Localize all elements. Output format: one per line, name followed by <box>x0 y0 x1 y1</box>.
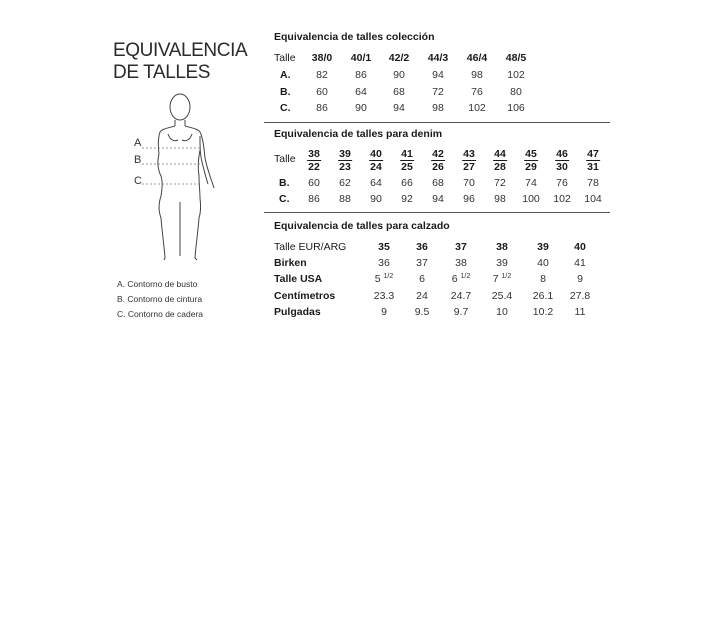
calzado-title: Equivalencia de talles para calzado <box>274 220 450 232</box>
denim-title: Equivalencia de talles para denim <box>274 128 443 140</box>
table-cell: 86 <box>355 69 367 81</box>
table-cell: 37 <box>416 257 428 269</box>
body-figure <box>128 92 228 277</box>
table-cell: 62 <box>339 177 351 189</box>
page-title <box>113 40 247 84</box>
denim-size-header <box>338 148 352 173</box>
figure-label-a: A <box>134 137 142 149</box>
coleccion-size-header: 40/1 <box>350 52 372 64</box>
denim-size-top: 45 <box>525 148 537 160</box>
table-cell: 102 <box>553 193 571 205</box>
table-cell: 9 <box>577 273 583 285</box>
table-cell: 92 <box>401 193 413 205</box>
table-cell: 5 $^{1/2}$ <box>374 273 394 285</box>
table-cell: 76 <box>471 86 483 98</box>
table-cell: 90 <box>355 102 367 114</box>
table-cell: 100 <box>522 193 540 205</box>
table-cell: 8 <box>540 273 546 285</box>
title-line-1: EQUIVALENCIA <box>113 40 248 61</box>
denim-size-top: 43 <box>463 148 475 160</box>
row-label: Birken <box>274 257 307 269</box>
denim-size-top: 40 <box>370 148 382 160</box>
table-cell: 26.1 <box>532 290 554 302</box>
table-cell: 102 <box>507 69 525 81</box>
calzado-size-header: 37 <box>455 241 467 253</box>
divider <box>264 212 610 213</box>
denim-size-top: 42 <box>432 148 444 160</box>
table-cell: 41 <box>574 257 586 269</box>
coleccion-size-header: 48/5 <box>505 52 527 64</box>
measurement-legend <box>117 277 203 322</box>
denim-size-bottom: 31 <box>587 161 599 173</box>
coleccion-size-header: 44/3 <box>427 52 449 64</box>
table-cell: 64 <box>355 86 367 98</box>
calzado-size-header: 38 <box>496 241 508 253</box>
denim-size-bottom: 22 <box>308 161 320 173</box>
denim-size-bottom: 30 <box>556 161 568 173</box>
row-label: A. <box>280 69 291 81</box>
table-cell: 70 <box>463 177 475 189</box>
denim-size-bottom: 29 <box>525 161 537 173</box>
denim-size-top: 46 <box>556 148 568 160</box>
denim-header-label: Talle <box>274 153 296 165</box>
denim-size-top: 44 <box>494 148 506 160</box>
table-cell: 66 <box>401 177 413 189</box>
denim-size-bottom: 24 <box>370 161 382 173</box>
table-cell: 106 <box>507 102 525 114</box>
table-cell: 36 <box>378 257 390 269</box>
denim-size-header <box>586 148 600 173</box>
table-cell: 86 <box>316 102 328 114</box>
table-cell: 27.8 <box>569 290 591 302</box>
table-cell: 72 <box>494 177 506 189</box>
table-cell: 68 <box>432 177 444 189</box>
body-silhouette-icon <box>128 92 228 272</box>
table-cell: 94 <box>432 193 444 205</box>
figure-label-b: B <box>134 154 142 166</box>
coleccion-size-header: 46/4 <box>466 52 488 64</box>
table-cell: 64 <box>370 177 382 189</box>
denim-size-bottom: 26 <box>432 161 444 173</box>
denim-size-top: 38 <box>308 148 320 160</box>
table-cell: 74 <box>525 177 537 189</box>
calzado-size-header: 36 <box>416 241 428 253</box>
table-cell: 98 <box>471 69 483 81</box>
title-line-2: DE TALLES <box>113 62 211 83</box>
coleccion-header-label: Talle <box>274 52 296 64</box>
table-cell: 9 <box>381 306 387 318</box>
denim-size-header <box>555 148 569 173</box>
table-cell: 10 <box>496 306 508 318</box>
coleccion-title: Equivalencia de talles colección <box>274 31 435 43</box>
divider <box>264 122 610 123</box>
coleccion-size-header: 38/0 <box>311 52 333 64</box>
coleccion-size-header: 42/2 <box>388 52 410 64</box>
calzado-size-header: 40 <box>574 241 586 253</box>
table-cell: 94 <box>393 102 405 114</box>
table-cell: 98 <box>432 102 444 114</box>
denim-size-bottom: 23 <box>339 161 351 173</box>
table-cell: 39 <box>496 257 508 269</box>
denim-size-header <box>369 148 383 173</box>
table-cell: 6 <box>419 273 425 285</box>
legend-item: C. Contorno de cadera <box>117 309 203 319</box>
row-label: C. <box>279 193 290 205</box>
table-cell: 24.7 <box>450 290 472 302</box>
denim-size-top: 39 <box>339 148 351 160</box>
table-cell: 104 <box>584 193 602 205</box>
table-cell: 76 <box>556 177 568 189</box>
table-cell: 11 <box>574 306 586 318</box>
row-label: B. <box>279 177 290 189</box>
legend-item: A. Contorno de busto <box>117 279 198 289</box>
denim-size-top: 41 <box>401 148 413 160</box>
table-cell: 90 <box>370 193 382 205</box>
denim-size-header <box>462 148 476 173</box>
denim-size-header <box>431 148 445 173</box>
table-cell: 68 <box>393 86 405 98</box>
denim-size-top: 47 <box>587 148 599 160</box>
table-cell: 80 <box>510 86 522 98</box>
legend-item: B. Contorno de cintura <box>117 294 203 304</box>
table-cell: 98 <box>494 193 506 205</box>
table-cell: 72 <box>432 86 444 98</box>
row-label: Talle USA <box>274 273 323 285</box>
denim-size-bottom: 25 <box>401 161 413 173</box>
calzado-size-header: 39 <box>537 241 549 253</box>
denim-size-header <box>493 148 507 173</box>
table-cell: 6 $^{1/2}$ <box>451 273 471 285</box>
calzado-size-header: 35 <box>378 241 390 253</box>
table-cell: 38 <box>455 257 467 269</box>
table-cell: 9.5 <box>414 306 430 318</box>
row-label: Pulgadas <box>274 306 321 318</box>
row-label: B. <box>280 86 291 98</box>
table-cell: 102 <box>468 102 486 114</box>
row-label: Centímetros <box>274 290 336 302</box>
table-cell: 78 <box>587 177 599 189</box>
table-cell: 40 <box>537 257 549 269</box>
table-cell: 94 <box>432 69 444 81</box>
table-cell: 23.3 <box>373 290 395 302</box>
table-cell: 86 <box>308 193 320 205</box>
figure-label-c: C <box>134 175 142 187</box>
denim-size-header <box>524 148 538 173</box>
table-cell: 82 <box>316 69 328 81</box>
table-cell: 10.2 <box>532 306 554 318</box>
table-cell: 24 <box>416 290 428 302</box>
denim-size-bottom: 28 <box>494 161 506 173</box>
denim-size-header <box>307 148 321 173</box>
table-cell: 96 <box>463 193 475 205</box>
calzado-header-label: Talle EUR/ARG <box>274 241 347 253</box>
table-cell: 9.7 <box>453 306 469 318</box>
table-cell: 60 <box>308 177 320 189</box>
table-cell: 25.4 <box>491 290 513 302</box>
table-cell: 7 $^{1/2}$ <box>492 273 512 285</box>
denim-size-bottom: 27 <box>463 161 475 173</box>
table-cell: 88 <box>339 193 351 205</box>
table-cell: 90 <box>393 69 405 81</box>
table-cell: 60 <box>316 86 328 98</box>
row-label: C. <box>280 102 291 114</box>
denim-size-header <box>400 148 414 173</box>
